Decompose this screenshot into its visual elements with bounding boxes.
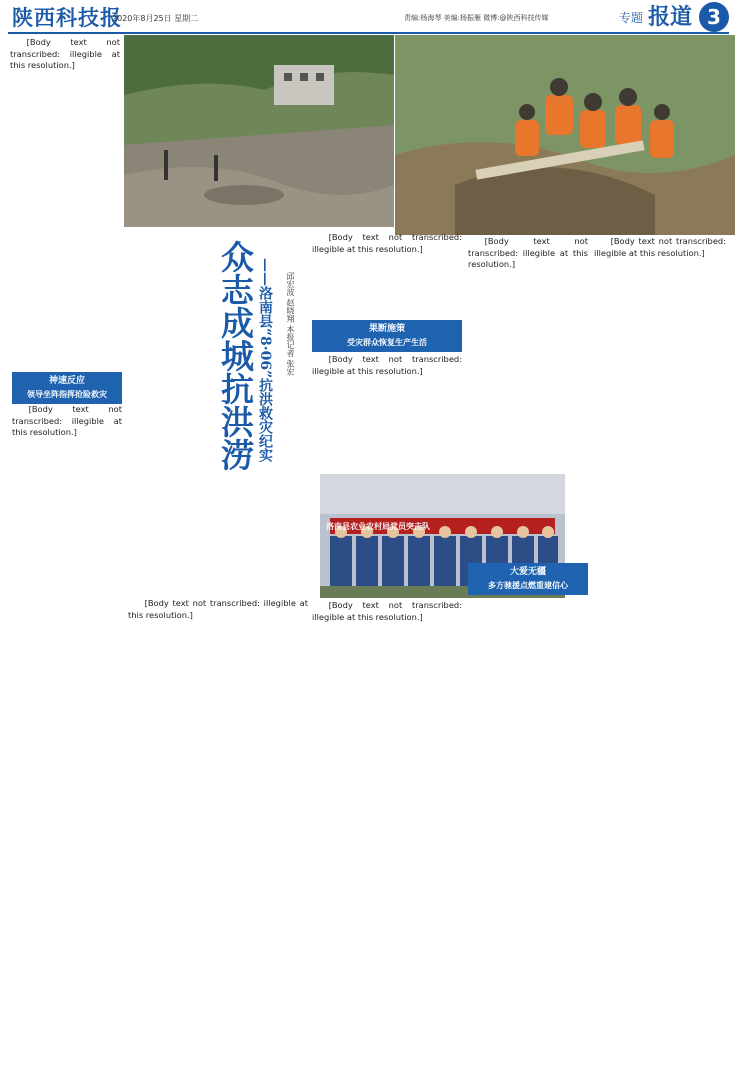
- feature-subtitle: ——洛南县“8·06”抗洪救灾纪实: [257, 258, 273, 463]
- column-1: [12, 404, 122, 1069]
- header-rule: [8, 32, 729, 34]
- column-4-paragraph: [Body text not transcribed: illegible at this resolution.]: [312, 600, 462, 622]
- intro-paragraph: [Body text not transcribed: illegible at this resolution.]: [10, 37, 120, 71]
- column-6-paragraph: [Body text not transcribed: illegible at this resolution.]: [594, 236, 726, 258]
- section-header-1: [12, 372, 122, 404]
- intro-text: [10, 37, 120, 371]
- reporter-credits: 邱宏波 赵晓翔 本报记者 张宏: [286, 272, 295, 376]
- column-3-top-paragraph: [Body text not transcribed: illegible at this resolution.]: [312, 232, 462, 254]
- column-5: [468, 236, 588, 556]
- section-title: 报道: [648, 5, 693, 30]
- column-5-paragraph: [Body text not transcribed: illegible at this resolution.]: [468, 236, 588, 270]
- column-3-bottom-paragraph: [Body text not transcribed: illegible at this resolution.]: [312, 354, 462, 376]
- rescue-team-photo: [395, 35, 735, 235]
- section-header-2: [312, 320, 462, 352]
- section-title-3: 大爱无疆: [509, 567, 546, 577]
- section-title-2: 果断施策: [368, 324, 405, 334]
- column-6: [594, 236, 726, 1069]
- section-label: 专题: [619, 11, 644, 25]
- column-4: [312, 600, 462, 1069]
- column-2-paragraph: [Body text not transcribed: illegible at this resolution.]: [128, 598, 308, 620]
- column-3-bottom: [312, 354, 462, 472]
- editor-credits: 责编:杨海琴 美编:杨振雁 微博:@陕西科技传媒: [404, 14, 549, 22]
- section-title-1: 神速反应: [48, 376, 85, 386]
- column-1-paragraph: [Body text not transcribed: illegible at this resolution.]: [12, 404, 122, 438]
- page-number-badge: 3: [699, 2, 729, 32]
- flood-damage-illustration: [124, 35, 394, 227]
- masthead-logo: 陕西科技报: [12, 5, 122, 30]
- section-subtitle-3: 多方驰援点燃重建信心: [488, 581, 568, 590]
- photo-banner-text: 洛南县农业农村局党员突击队: [326, 522, 430, 531]
- rescue-illustration: [395, 35, 735, 235]
- section-subtitle-2: 受灾群众恢复生产生活: [347, 338, 427, 347]
- feature-title: 众志成城抗洪涝: [216, 240, 255, 471]
- section-subtitle-1: 领导坐阵指挥抢险救灾: [27, 390, 107, 399]
- column-2: [128, 598, 308, 1069]
- flood-damage-photo: [124, 35, 394, 227]
- issue-date: 2020年8月25日 星期二: [112, 14, 199, 23]
- column-3-top: [312, 232, 462, 322]
- section-header-3: [468, 563, 588, 595]
